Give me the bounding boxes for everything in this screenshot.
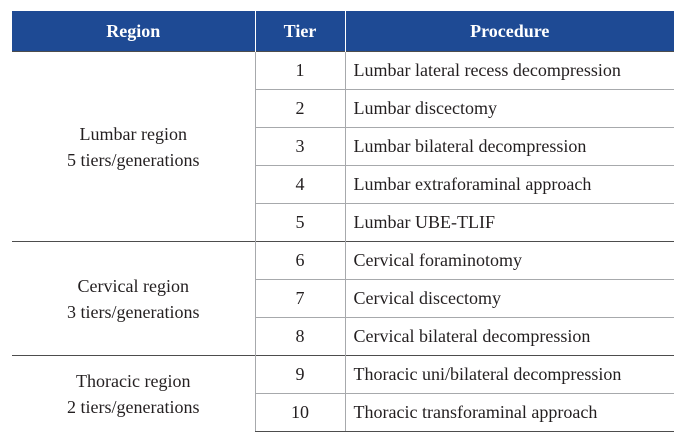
tier-cell: 7: [255, 280, 345, 318]
region-cell-thoracic: [12, 356, 255, 432]
header-region: Region: [12, 11, 255, 52]
tier-cell: 4: [255, 166, 345, 204]
procedure-tier-table: [12, 11, 674, 432]
procedure-cell: Lumbar UBE-TLIF: [345, 204, 674, 242]
tier-cell: 9: [255, 356, 345, 394]
tier-cell: 5: [255, 204, 345, 242]
tier-cell: 8: [255, 318, 345, 356]
header-tier: Tier: [255, 11, 345, 52]
tier-cell: 3: [255, 128, 345, 166]
tier-cell: 6: [255, 242, 345, 280]
table-row: [12, 52, 674, 90]
procedure-cell: Thoracic uni/bilateral decompression: [345, 356, 674, 394]
region-name: Lumbar region: [79, 123, 187, 144]
region-detail: 2 tiers/generations: [67, 396, 200, 417]
header-row: [12, 11, 674, 52]
tier-cell: 1: [255, 52, 345, 90]
tier-cell: 2: [255, 90, 345, 128]
procedure-cell: Thoracic transforaminal approach: [345, 394, 674, 432]
table-row: [12, 356, 674, 394]
procedure-cell: Lumbar extraforaminal approach: [345, 166, 674, 204]
region-name: Thoracic region: [76, 370, 191, 391]
table-row: [12, 242, 674, 280]
region-detail: 3 tiers/generations: [67, 301, 200, 322]
tier-cell: 10: [255, 394, 345, 432]
procedure-cell: Lumbar bilateral decompression: [345, 128, 674, 166]
procedure-cell: Cervical bilateral decompression: [345, 318, 674, 356]
procedure-cell: Cervical discectomy: [345, 280, 674, 318]
region-cell-lumbar: [12, 52, 255, 242]
procedure-cell: Lumbar discectomy: [345, 90, 674, 128]
region-detail: 5 tiers/generations: [67, 149, 200, 170]
procedure-cell: Cervical foraminotomy: [345, 242, 674, 280]
region-name: Cervical region: [77, 275, 189, 296]
header-procedure: Procedure: [345, 11, 674, 52]
region-cell-cervical: [12, 242, 255, 356]
procedure-cell: Lumbar lateral recess decompression: [345, 52, 674, 90]
